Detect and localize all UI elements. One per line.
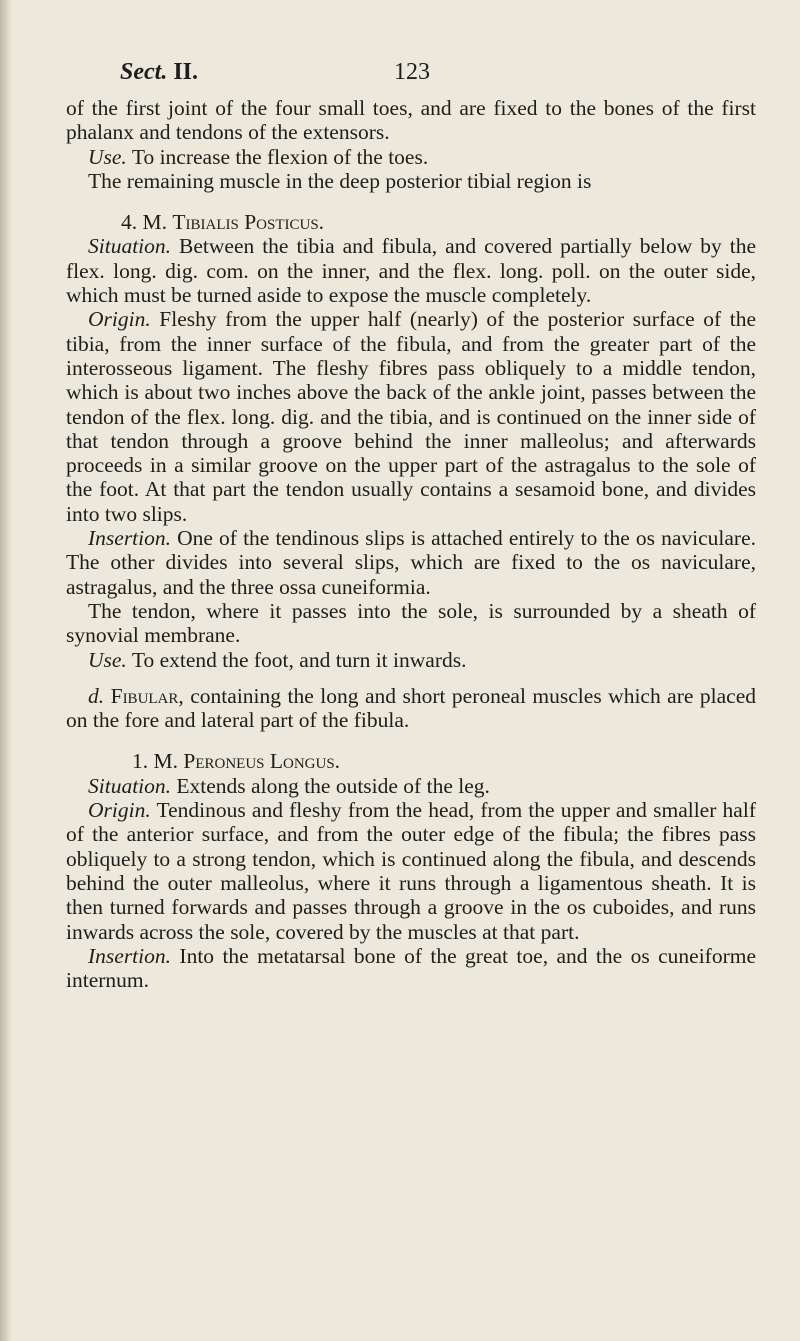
insertion-text-2: Into the metatarsal bone of the great toe, and the os cuneiforme internum. xyxy=(66,943,757,993)
situation-label: Situation. xyxy=(88,234,172,259)
muscle-name-2: Peroneus Longus. xyxy=(183,749,341,774)
paragraph-origin xyxy=(66,307,756,526)
paragraph-insertion-2 xyxy=(66,944,756,993)
insertion-text: One of the tendinous slips is attached entirely to the os naviculare. The other divides into several slips, which are fixed to the os naviculare, astragalus, and the three ossa cuneiformia. xyxy=(66,526,756,599)
situation-text: Between the tibia and fibula, and covered partially below by the flex. long. dig. com. on the inner, and the flex. long. poll. on the outer side, which must be turned aside to expose the muscle completely. xyxy=(66,234,757,308)
section-heading xyxy=(120,60,198,84)
situation-text-2: Extends along the outside of the leg. xyxy=(176,773,490,798)
section-label: Sect. xyxy=(120,59,168,85)
fibular-text: containing the long and short peroneal muscles which are placed on the fore and lateral part of the fibula. xyxy=(66,683,757,733)
paragraph-remaining: The remaining muscle in the deep posterior tibial region is xyxy=(88,168,592,193)
origin-text-2: Tendinous and fleshy from the head, from the upper and smaller half of the anterior surface, and from the outer edge of the fibula; the fibres pass obliquely to a strong tendon, which is continued along the fibula, and descends behind the outer malleolus, where it runs through a ligamentous sheath. It is then turned forwards and passes through a groove in the os cuboides, and runs inwards across the sole, covered by the muscles at that part. xyxy=(66,798,756,944)
use-label-2: Use. xyxy=(88,647,127,672)
use-text: To increase the flexion of the toes. xyxy=(131,144,429,169)
paragraph-situation-2 xyxy=(66,774,756,798)
muscle-number: 4. M. xyxy=(121,210,167,235)
fibular-name: Fibular, xyxy=(110,683,184,708)
book-page xyxy=(66,60,756,992)
origin-label-2: Origin. xyxy=(88,798,151,823)
paragraph-insertion xyxy=(66,526,756,599)
muscle-name: Tibialis Posticus. xyxy=(172,210,325,235)
page-number: 123 xyxy=(394,59,430,85)
muscle-heading-peroneus xyxy=(66,749,756,773)
paragraph-situation xyxy=(66,234,756,307)
use-label: Use. xyxy=(88,144,127,169)
situation-label-2: Situation. xyxy=(88,773,172,798)
paragraph-fibular xyxy=(66,684,756,733)
paragraph-origin-2 xyxy=(66,798,756,944)
origin-label: Origin. xyxy=(88,307,151,332)
paragraph-sheath: The tendon, where it passes into the sole, is surrounded by a sheath of synovial membrane. xyxy=(66,598,756,648)
paragraph-use xyxy=(66,145,756,169)
muscle-heading-tibialis xyxy=(66,210,756,234)
insertion-label-2: Insertion. xyxy=(88,943,172,968)
paragraph-use-2 xyxy=(66,648,756,672)
use-text-2: To extend the foot, and turn it inwards. xyxy=(131,647,467,672)
insertion-label: Insertion. xyxy=(88,526,172,551)
fibular-label: d. xyxy=(88,683,105,708)
muscle-number-2: 1. M. xyxy=(132,749,178,774)
paragraph-continuation: of the first joint of the four small toes, and are fixed to the bones of the first phalanx and tendons of the extensors. xyxy=(66,96,756,145)
section-number: II. xyxy=(173,59,199,85)
running-header xyxy=(66,60,756,96)
origin-text: Fleshy from the upper half (nearly) of the posterior surface of the tibia, from the inner surface of the fibula, and from the greater part of the interosseous ligament. The fleshy fibres pass obliquely to a middle tendon, which is about two inches above the back of the ankle joint, passes between the tendon of the flex. long. dig. and the tibia, and is continued on the inner side of that tendon through a groove behind the inner malleolus; and afterwards proceeds in a similar groove on the upper part of the astragalus to the sole of the foot. At that part the tendon usually contains a sesamoid bone, and divides into two slips. xyxy=(66,307,756,526)
page-edge-shadow xyxy=(0,0,12,1341)
